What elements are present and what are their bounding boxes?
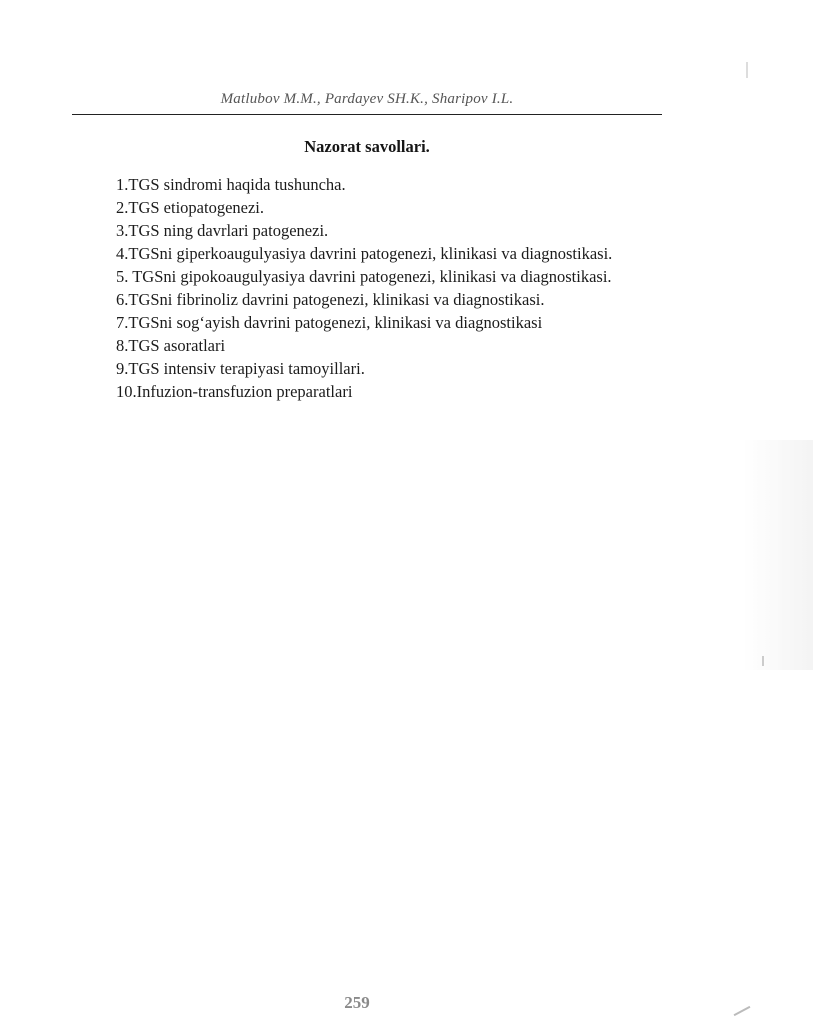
question-list [72,174,666,404]
question-item-1: 1.TGS sindromi haqida tushuncha. [116,175,346,194]
question-item-5: 5. TGSni gipokoaugulyasiya davrini patogenezi, klinikasi va diagnostikasi. [116,267,612,286]
question-item-9: 9.TGS intensiv terapiyasi tamoyillari. [116,359,365,378]
question-item-4: 4.TGSni giperkoaugulyasiya davrini patogenezi, klinikasi va diagnostikasi. [116,244,613,263]
page-number: 259 [344,993,370,1012]
question-item-7: 7.TGSni sog‘ayish davrini patogenezi, klinikasi va diagnostikasi [116,313,543,332]
question-item-3: 3.TGS ning davrlari patogenezi. [116,221,329,240]
scan-edge-shadow [743,440,813,670]
question-item-10: 10.Infuzion-transfuzion preparatlari [116,382,353,401]
question-item-6: 6.TGSni fibrinoliz davrini patogenezi, klinikasi va diagnostikasi. [116,290,545,309]
scan-corner-mark [734,1006,751,1016]
scan-edge-mark [746,62,748,78]
header-rule [72,114,662,115]
scan-edge-mark [762,656,764,666]
section-title: Nazorat savollari. [304,137,430,156]
question-item-2: 2.TGS etiopatogenezi. [116,198,265,217]
question-item-8: 8.TGS asoratlari [116,336,226,355]
running-header-authors: Matlubov M.M., Pardayev SH.K., Sharipov I.L. [220,91,514,107]
